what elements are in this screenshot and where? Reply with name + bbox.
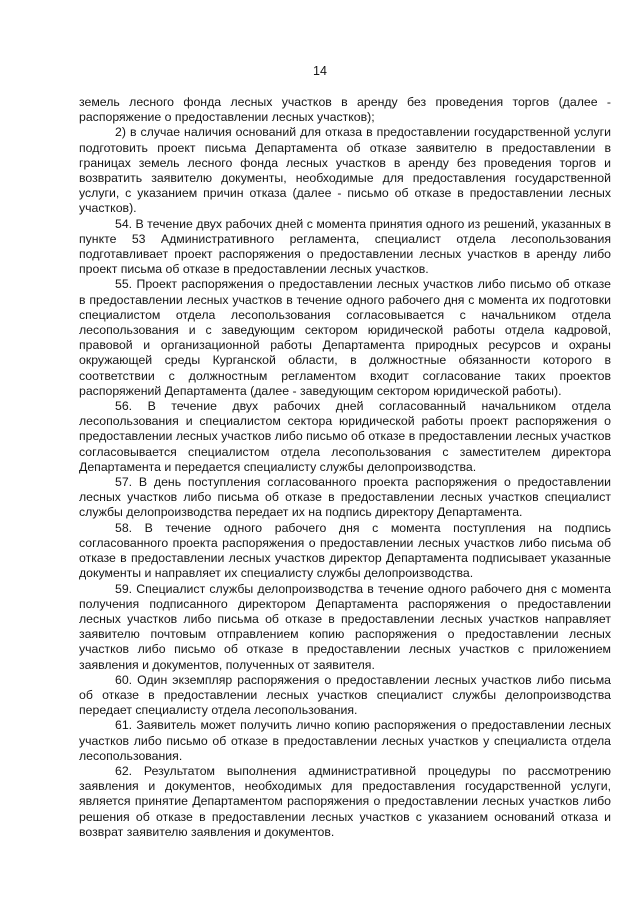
page-number: 14 [313, 64, 327, 78]
paragraph-54: 54. В течение двух рабочих дней с момента принятия одного из решений, указанных в пункте 53 Административного регламента, специалист отдела лесопользования подготавливает проект распоряжения о предоставлении лесных участков в аренду либо проект письма об отказе в предоставлении лесных участков. [79, 216, 611, 277]
paragraph-58: 58. В течение одного рабочего дня с момента поступления на подпись согласованного проекта распоряжения о предоставлении лесных участков либо письма об отказе в предоставлении лесных участков директор Департамента подписывает указанные документы и направляет их специалисту службы делопроизводства. [79, 520, 611, 581]
paragraph-56: 56. В течение двух рабочих дней согласованный начальником отдела лесопользования и специалистом сектора юридической работы проект распоряжения о предоставлении лесных участков либо письмо об отказе в предоставлении лесных участков согласовывается специалистом отдела лесопользования с заместителем директора Департамента и передается специалисту службы делопроизводства. [79, 399, 611, 474]
paragraph-59: 59. Специалист службы делопроизводства в течение одного рабочего дня с момента получения подписанного директором Департамента распоряжения о предоставлении лесных участков либо письма об отказе в предоставлении лесных участков направляет заявителю почтовым отправлением копию распоряжения о предоставлении лесных участков либо письмо об отказе в предоставлении лесных участков с приложением заявления и документов, полученных от заявителя. [79, 581, 611, 672]
paragraph-55: 55. Проект распоряжения о предоставлении лесных участков либо письмо об отказе в предоставлении лесных участков в течение одного рабочего дня с момента их подготовки специалистом отдела лесопользования согласовывается с начальником отдела лесопользования и с заведующим сектором юридической работы отдела кадровой, правовой и организационной работы Департамента природных ресурсов и охраны окружающей среды Курганской области, в должностные обязанности которого в соответствии с должностным регламентом входит согласование таких проектов распоряжений Департамента (далее - заведующим сектором юридической работы). [79, 277, 611, 398]
paragraph-60: 60. Один экземпляр распоряжения о предоставлении лесных участков либо письма об отказе в предоставлении лесных участков специалист службы делопроизводства передает специалисту отдела лесопользования. [79, 672, 611, 718]
paragraph-62: 62. Результатом выполнения административной процедуры по рассмотрению заявления и документов, необходимых для предоставления государственной услуги, является принятие Департаментом распоряжения о предоставлении лесных участков либо решения об отказе в предоставлении лесных участков с указанием оснований отказа и возврат заявителю заявления и документов. [79, 763, 611, 839]
paragraph-61: 61. Заявитель может получить лично копию распоряжения о предоставлении лесных участков либо письмо об отказе в предоставлении лесных участков у специалиста отдела лесопользования. [79, 718, 611, 763]
paragraph-57: 57. В день поступления согласованного проекта распоряжения о предоставлении лесных участков либо письма об отказе в предоставлении лесных участков специалист службы делопроизводства передает их на подпись директору Департамента. [79, 475, 611, 520]
document-body [79, 95, 611, 840]
paragraph-item-2: 2) в случае наличия оснований для отказа в предоставлении государственной услуги подготовить проект письма Департамента об отказе заявителю в предоставлении в границах земель лесного фонда лесных участков в аренду без проведения торгов и возвратить заявителю документы, необходимые для предоставления государственной услуги, с указанием причин отказа (далее - письмо об отказе в предоставлении лесных участков). [79, 125, 611, 216]
paragraph-continuation: земель лесного фонда лесных участков в аренду без проведения торгов (далее - распоряжение о предоставлении лесных участков); [79, 95, 611, 125]
